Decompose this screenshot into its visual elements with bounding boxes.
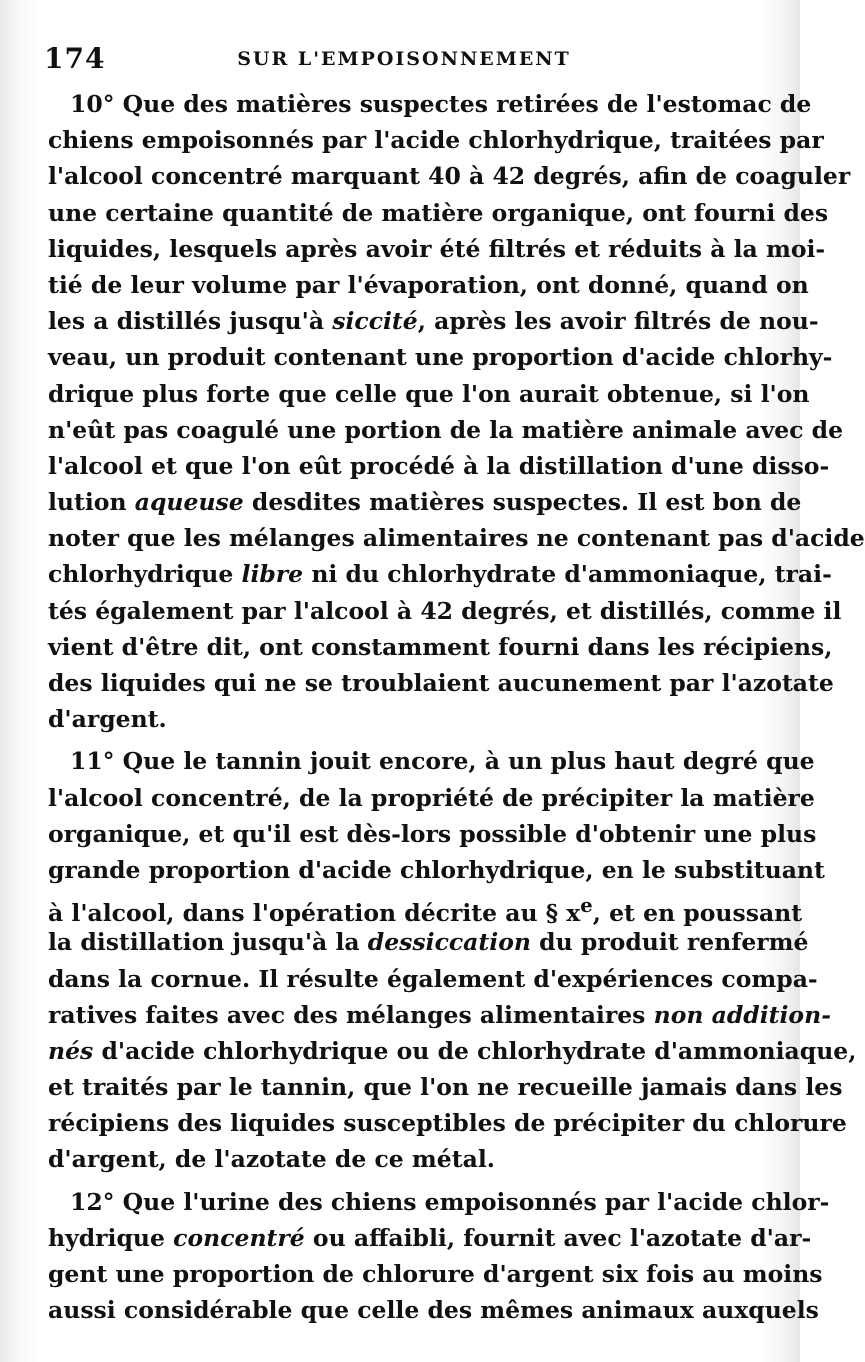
text-line: n'eût pas coagulé une portion de la matière animale avec de xyxy=(48,415,844,444)
page-header xyxy=(44,38,764,78)
text-line: chlorhydrique libre ni du chlorhydrate d'ammoniaque, trai- xyxy=(48,560,832,589)
text-line: vient d'être dit, ont constamment fourni dans les récipiens, xyxy=(48,632,833,661)
text-line: noter que les mélanges alimentaires ne contenant pas d'acide xyxy=(48,524,865,553)
text-line: 12° Que l'urine des chiens empoisonnés par l'acide chlor- xyxy=(70,1187,830,1216)
text-line: l'alcool concentré, de la propriété de précipiter la matière xyxy=(48,783,815,812)
text-line: dans la cornue. Il résulte également d'expériences compa- xyxy=(48,964,818,993)
italic-term: siccité xyxy=(332,307,418,336)
text-line: lution aqueuse desdites matières suspectes. Il est bon de xyxy=(48,488,802,517)
italic-term: aqueuse xyxy=(134,488,244,517)
text-line: grande proportion d'acide chlorhydrique, en le substituant xyxy=(48,855,825,884)
text-line: d'argent. xyxy=(48,705,167,734)
text-line: aussi considérable que celle des mêmes animaux auxquels xyxy=(48,1296,819,1325)
text-line: nés d'acide chlorhydrique ou de chlorhydrate d'ammoniaque, xyxy=(48,1036,857,1065)
text-line: tié de leur volume par l'évaporation, ont donné, quand on xyxy=(48,270,809,299)
text-line: d'argent, de l'azotate de ce métal. xyxy=(48,1145,495,1174)
text-line: 11° Que le tannin jouit encore, à un plus haut degré que xyxy=(70,747,815,776)
text-line: veau, un produit contenant une proportion d'acide chlorhy- xyxy=(48,343,833,372)
text-line: drique plus forte que celle que l'on aurait obtenue, si l'on xyxy=(48,379,810,408)
running-head: SUR L'EMPOISONNEMENT xyxy=(237,48,571,70)
text-line: récipiens des liquides susceptibles de précipiter du chlorure xyxy=(48,1109,847,1138)
italic-term: dessiccation xyxy=(367,928,531,957)
text-line: la distillation jusqu'à la dessiccation du produit renfermé xyxy=(48,928,809,957)
italic-term: non addition- xyxy=(653,1000,831,1029)
text-line: ratives faites avec des mélanges alimentaires non addition- xyxy=(48,1000,831,1029)
text-line: 10° Que des matières suspectes retirées de l'estomac de xyxy=(70,90,812,118)
italic-term: libre xyxy=(241,560,304,589)
italic-term: concentré xyxy=(173,1223,305,1252)
paragraph-11 xyxy=(48,743,857,1177)
text-line: et traités par le tannin, que l'on ne recueille jamais dans les xyxy=(48,1073,843,1102)
text-line: hydrique concentré ou affaibli, fournit avec l'azotate d'ar- xyxy=(48,1223,812,1252)
text-line: à l'alcool, dans l'opération décrite au § $x^e$, et en poussant xyxy=(48,894,803,927)
page-number: 174 xyxy=(44,42,106,75)
paragraph-10 xyxy=(48,86,865,737)
paragraph-12 xyxy=(48,1184,830,1329)
text-line: tés également par l'alcool à 42 degrés, et distillés, comme il xyxy=(48,596,842,625)
text-line: liquides, lesquels après avoir été filtrés et réduits à la moi- xyxy=(48,234,826,263)
text-line: gent une proportion de chlorure d'argent six fois au moins xyxy=(48,1260,823,1288)
text-line: les a distillés jusqu'à siccité, après les avoir filtrés de nou- xyxy=(48,307,819,336)
text-line: organique, et qu'il est dès-lors possible d'obtenir une plus xyxy=(48,819,817,848)
italic-term: nés xyxy=(48,1036,94,1065)
text-line: des liquides qui ne se troublaient aucunement par l'azotate xyxy=(48,669,834,697)
text-line: l'alcool concentré marquant 40 à 42 degrés, afin de coaguler xyxy=(48,162,851,191)
text-line: une certaine quantité de matière organique, ont fourni des xyxy=(48,198,829,227)
text-line: chiens empoisonnés par l'acide chlorhydrique, traitées par xyxy=(48,126,824,155)
superscript: e xyxy=(580,894,593,918)
body-text xyxy=(48,86,865,1328)
text-line: l'alcool et que l'on eût procédé à la distillation d'une disso- xyxy=(48,451,830,480)
